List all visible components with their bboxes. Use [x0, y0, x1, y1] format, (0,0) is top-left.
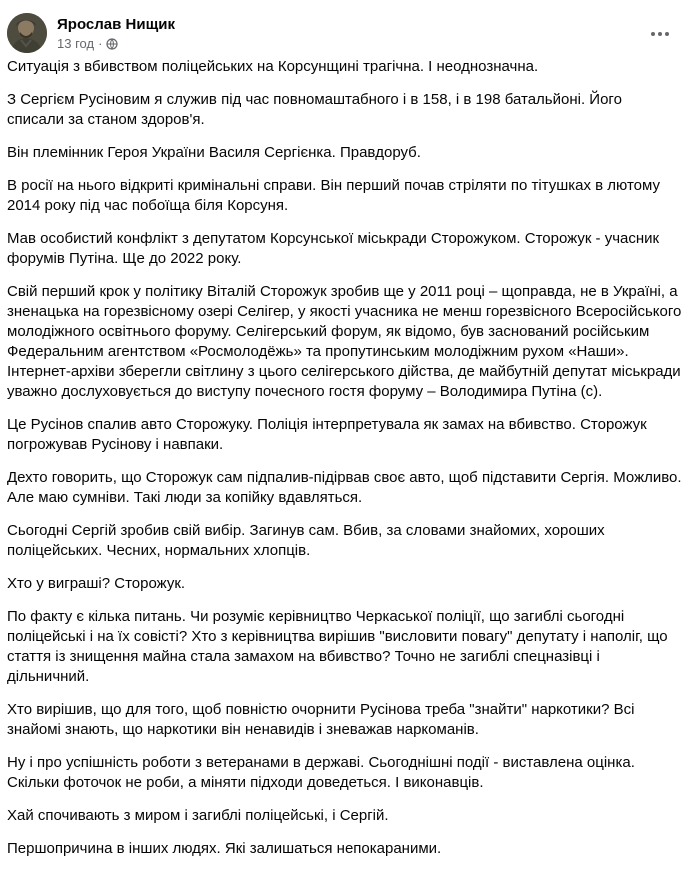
globe-icon[interactable] [106, 38, 118, 50]
post-paragraph: Хто у виграші? Сторожук. [7, 575, 186, 592]
post-paragraph: Це Русінов спалив авто Сторожуку. Поліція інтерпретувала як замах на вбивство. Сторожук погрожував Русінову і навпаки. [7, 416, 647, 453]
post-paragraph: Він племінник Героя України Василя Сергієнка. Правдоруб. [7, 144, 421, 161]
post-paragraph: Хто вирішив, що для того, щоб повністю очорнити Русінова треба "знайти" наркотики? Всі знайомі знають, що наркотики він ненавидів і зневажав наркоманів. [7, 701, 635, 738]
avatar-photo [7, 13, 47, 53]
post-text [7, 57, 683, 872]
post-paragraph: В росії на нього відкриті кримінальні справи. Він перший почав стріляти по тітушках в лютому 2014 року під час побоїща біля Корсуня. [7, 177, 660, 214]
post-paragraph: Ну і про успішність роботи з ветеранами в державі. Сьогоднішні події - виставлена оцінка. Скільки фоточок не роби, а міняти підходи доведеться. І виконавців. [7, 754, 635, 791]
post-meta [57, 36, 118, 52]
post-paragraph: Свій перший крок у політику Віталій Сторожук зробив ще у 2011 році – щоправда, не в Україні, а зненацька на горезвісному озері Селігер, у якості учасника не менш горезвісного Всеросійського молодіжного освітнього форуму. Селігерський форум, як відомо, був заснований російським Федеральним агентством «Росмолодёжь» та пропутинським молодіжним рухом «Наши». Інтернет-архіви зберегли світлину з цього селігерського дійства, де майбутній депутат міськради уважно дослуховується до виступу почесного гостя форуму – Володимира Путіна (с). [7, 283, 682, 400]
post-paragraph: Сьогодні Сергій зробив свій вибір. Загинув сам. Вбив, за словами знайомих, хороших поліцейських. Чесних, нормальних хлопців. [7, 522, 605, 559]
post-paragraph: Мав особистий конфлікт з депутатом Корсунської міськради Сторожуком. Сторожук - учасник форумів Путіна. Ще до 2022 року. [7, 230, 660, 267]
post-paragraph: Хай спочивають з миром і загиблі поліцейські, і Сергій. [7, 807, 389, 824]
post-paragraph: З Сергієм Русіновим я служив під час повномаштабного і в 158, і в 198 батальйоні. Його списали за станом здоров'я. [7, 91, 622, 128]
post-paragraph: Першопричина в інших людях. Які залишаться непокараними. [7, 840, 442, 857]
post-time[interactable]: 13 год [57, 36, 95, 51]
post-paragraph: Дехто говорить, що Сторожук сам підпалив-підірвав своє авто, щоб підставити Сергія. Можливо. Але маю сумніви. Такі люди за копійку вдавляться. [7, 469, 682, 506]
author-avatar[interactable] [7, 13, 47, 53]
meta-separator: · [98, 36, 103, 51]
author-name[interactable]: Ярослав Нищик [57, 16, 175, 33]
more-horizontal-icon[interactable] [642, 16, 678, 52]
post-paragraph: По факту є кілька питань. Чи розуміє керівництво Черкаської поліції, що загиблі сьогодні поліцейські і на їх совісті? Хто з керівництва вирішив "висловити повагу" депутату і наполіг, що стаття із знищення майна стала замахом на вбивство? Точно не загиблі спецназівці і дільничний. [7, 608, 668, 685]
post-paragraph: Ситуація з вбивством поліцейських на Корсунщині трагічна. І неоднозначна. [7, 58, 539, 75]
post-header [0, 0, 686, 60]
